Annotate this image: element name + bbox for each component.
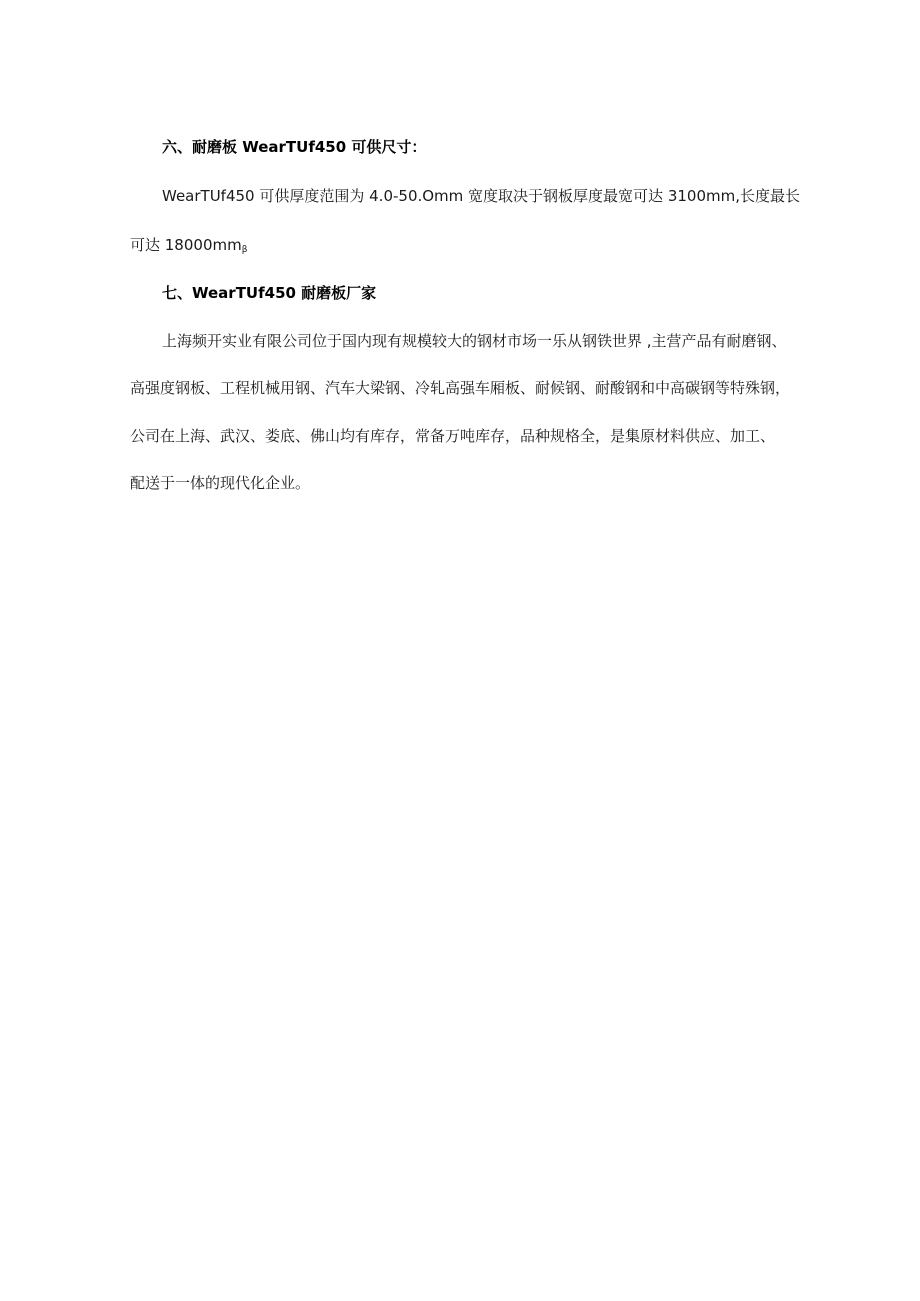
- section-7-paragraph-line-4: 配送于一体的现代化企业。: [130, 474, 311, 492]
- section-6-heading: 六、耐磨板 WearTUf450 可供尺寸：: [162, 138, 427, 156]
- section-6-line-2-text: 可达 18000mm: [130, 236, 242, 254]
- section-6-paragraph-line-1: WearTUf450 可供厚度范围为 4.0-50.Omm 宽度取决于钢板厚度最宽可达 3100mm,长度最长: [162, 187, 800, 205]
- section-6-line-2-suffix: β: [241, 245, 248, 255]
- section-7-paragraph-line-2: 高强度钢板、工程机械用钢、汽车大梁钢、冷轧高强车厢板、耐候钢、耐酸钢和中高碳钢等特殊钢，: [130, 379, 791, 397]
- section-7-heading: 七、WearTUf450 耐磨板厂家: [162, 284, 377, 302]
- section-7-paragraph-line-3: 公司在上海、武汉、娄底、佛山均有库存，常备万吨库存，品种规格全，是集原材料供应、加工、: [130, 427, 776, 445]
- section-7-paragraph-line-1: 上海频开实业有限公司位于国内现有规模较大的钢材市场一乐从钢铁世界 ,主营产品有耐磨钢、: [162, 332, 787, 350]
- section-6-paragraph-line-2: [130, 234, 247, 255]
